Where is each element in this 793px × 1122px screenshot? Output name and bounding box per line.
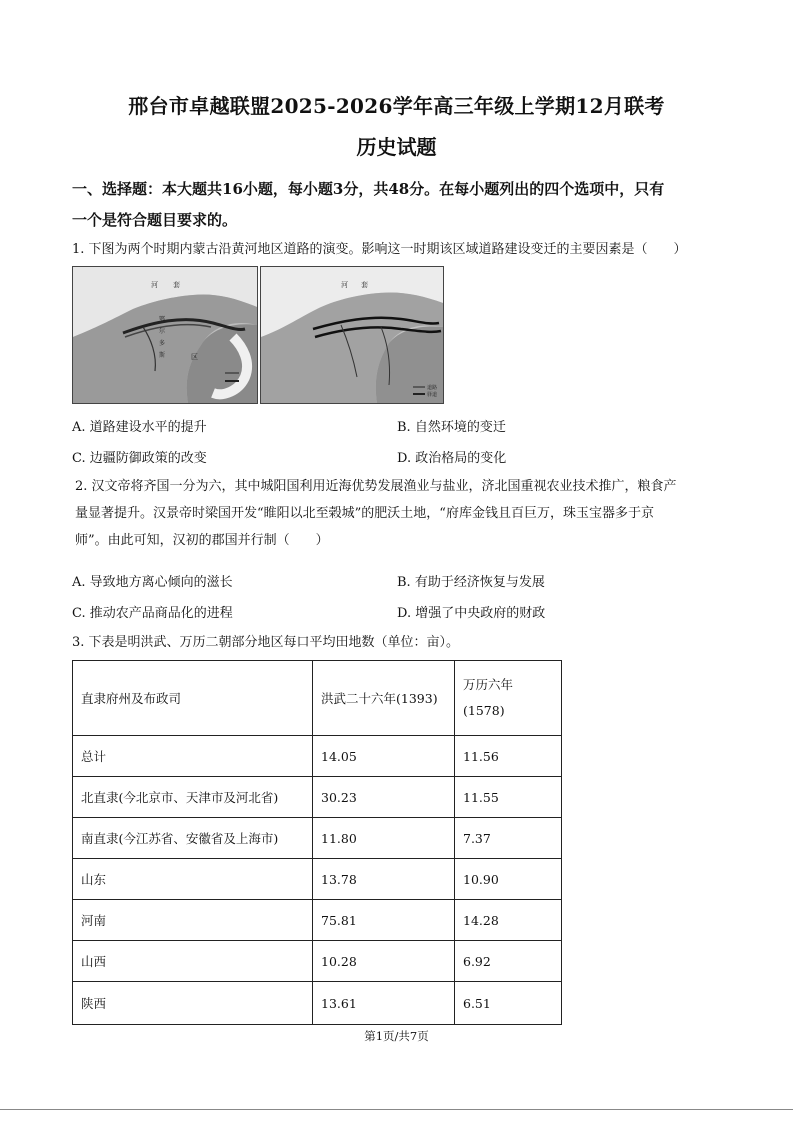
table-row <box>73 777 562 818</box>
table-cell: 75.81 <box>313 900 455 941</box>
table-cell: 6.51 <box>455 982 562 1025</box>
question-1-stem: 1. 下图为两个时期内蒙古沿黄河地区道路的演变。影响这一时期该区域道路建设变迁的主要因素是（ ） <box>72 242 687 257</box>
table-header-cell: 洪武二十六年(1393) <box>313 661 455 736</box>
map-label-er: 尔 <box>159 328 166 335</box>
map-legend-post-road: 驿道 <box>427 392 438 398</box>
table-cell: 14.28 <box>455 900 562 941</box>
question-3-stem: 3. 下表是明洪武、万历二朝部分地区每口平均田地数（单位：亩）。 <box>72 635 460 650</box>
map-legend-road: 道路 <box>427 385 438 391</box>
table-cell: 30.23 <box>313 777 455 818</box>
table-row <box>73 859 562 900</box>
section-heading: 一、选择题：本大题共16小题，每小题3分，共48分。在每小题列出的四个选项中，只有 一个是符合题目要求的。 <box>72 180 665 229</box>
table-cell: 南直隶(今江苏省、安徽省及上海市) <box>73 818 313 859</box>
map-label-duo: 多 <box>159 340 166 347</box>
table-cell: 10.90 <box>455 859 562 900</box>
q2-option-c: C. 推动农产品商品化的进程 <box>72 606 233 621</box>
table-cell: 北直隶(今北京市、天津市及河北省) <box>73 777 313 818</box>
table-cell: 13.61 <box>313 982 455 1025</box>
table-cell: 河南 <box>73 900 313 941</box>
q2-option-d: D. 增强了中央政府的财政 <box>397 606 546 621</box>
map-label-qu: 区 <box>191 353 198 361</box>
table-cell: 7.37 <box>455 818 562 859</box>
map-label-tao: 套 <box>361 281 368 289</box>
table-header-row <box>73 661 562 736</box>
table-header-cell: 万历六年 (1578) <box>455 661 562 736</box>
land-per-capita-table <box>72 660 562 1025</box>
q1-option-d: D. 政治格局的变化 <box>397 451 507 466</box>
table-cell: 13.78 <box>313 859 455 900</box>
map-label-he: 河 <box>151 281 158 289</box>
table-cell: 山西 <box>73 941 313 982</box>
table-cell: 11.55 <box>455 777 562 818</box>
exam-title: 邢台市卓越联盟2025-2026学年高三年级上学期12月联考 <box>128 94 665 118</box>
table-cell: 14.05 <box>313 736 455 777</box>
map-label-e: 鄂 <box>159 316 166 323</box>
table-row <box>73 900 562 941</box>
table-row <box>73 736 562 777</box>
table-cell: 总计 <box>73 736 313 777</box>
table-cell: 陕西 <box>73 982 313 1025</box>
q1-option-a: A. 道路建设水平的提升 <box>72 420 207 435</box>
table-row <box>73 818 562 859</box>
map-label-tao: 套 <box>173 281 180 289</box>
table-cell: 山东 <box>73 859 313 900</box>
table-cell: 11.56 <box>455 736 562 777</box>
table-cell: 10.28 <box>313 941 455 982</box>
map-label-si: 斯 <box>159 352 166 359</box>
map-later-period <box>260 266 444 404</box>
table-row <box>73 982 562 1025</box>
q2-option-b: B. 有助于经济恢复与发展 <box>397 575 545 590</box>
map-earlier-period <box>72 266 258 404</box>
page-number: 第1页/共7页 <box>364 1029 429 1043</box>
subject-title: 历史试题 <box>356 135 437 159</box>
q1-option-c: C. 边疆防御政策的改变 <box>72 451 207 466</box>
q2-option-a: A. 导致地方离心倾向的滋长 <box>72 575 233 590</box>
question-2-stem: 2. 汉文帝将齐国一分为六，其中城阳国利用近海优势发展渔业与盐业，济北国重视农业技术推广，粮食产 量显著提升。汉景帝时梁国开发“睢阳以北至榖城”的肥沃土地，“府库金钱且百巨万，珠玉宝器多于京 师”。由此可知，汉初的郡国并行制（ ） <box>75 479 677 548</box>
table-row <box>73 941 562 982</box>
page-divider <box>0 1109 793 1110</box>
map-label-he: 河 <box>341 281 348 289</box>
q1-option-b: B. 自然环境的变迁 <box>397 420 506 435</box>
table-cell: 11.80 <box>313 818 455 859</box>
table-header-cell: 直隶府州及布政司 <box>73 661 313 736</box>
table-cell: 6.92 <box>455 941 562 982</box>
